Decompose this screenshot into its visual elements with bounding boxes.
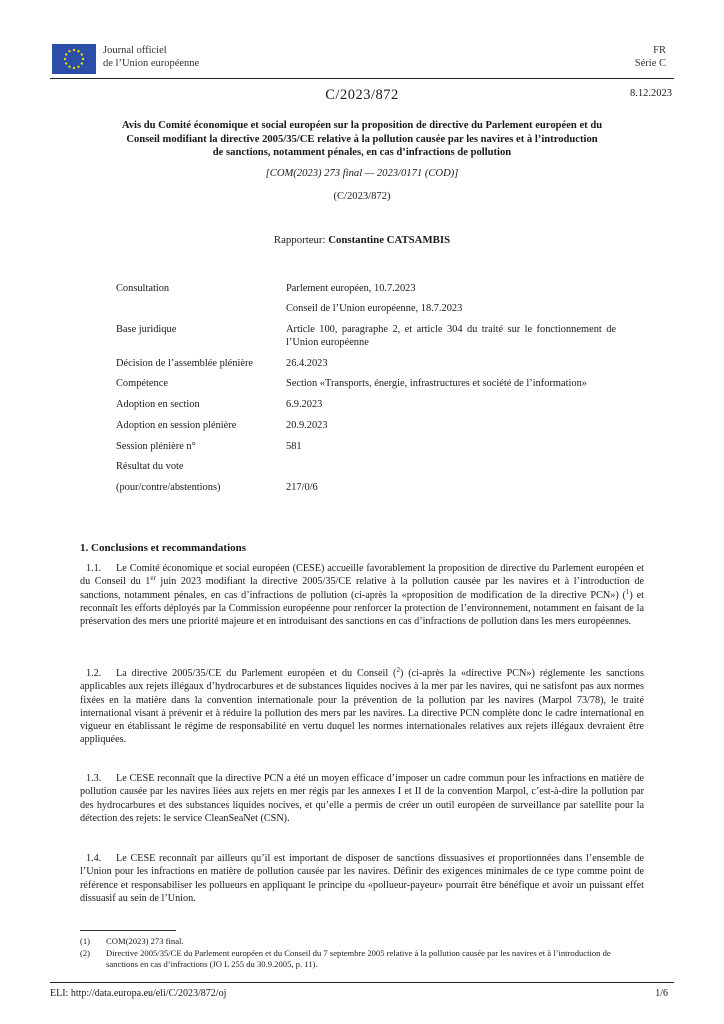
footnote-text: Directive 2005/35/CE du Parlement européen et du Conseil du 7 septembre 2005 relative à la pollution causée par les navires et à l’introduction de sanctions en cas d’infractions (JO L 255 du 30.9.2005, p. 11). [106, 948, 611, 969]
table-value: 581 [286, 441, 302, 452]
footnote-2 [80, 948, 644, 970]
table-key: Consultation [116, 283, 170, 294]
table-value: 26.4.2023 [286, 358, 328, 369]
footnote-divider [80, 930, 176, 931]
eli-link[interactable]: ELI: http://data.europa.eu/eli/C/2023/872/oj [50, 988, 227, 999]
paragraph-number: 1.4. [86, 853, 102, 864]
journal-line-2: de l’Union européenne [103, 58, 200, 69]
table-key: Base juridique [116, 324, 177, 335]
journal-line-1: Journal officiel [103, 45, 167, 56]
footnote-text: COM(2023) 273 final. [106, 936, 184, 946]
paragraph-number: 1.2. [86, 668, 102, 679]
table-key: Décision de l’assemblée plénière [116, 358, 254, 369]
footnote-ref-2[interactable]: 2 [396, 666, 400, 674]
table-value: 20.9.2023 [286, 420, 328, 431]
eu-flag-logo [52, 44, 96, 74]
paragraph-1-3 [80, 772, 644, 825]
ordinal-superscript: er [150, 574, 156, 583]
reference-code: [COM(2023) 273 final — 2023/0171 (COD)] [265, 168, 459, 179]
paragraph-text: ) (ci-après la «directive PCN») réglemente les sanctions applicables aux rejets illégaux d’hydrocarbures et de substances liquides nocives à la mer par les navires, qui ne satisfont pas aux normes fixées en la matière dans la convention internationale pour la prévention de la pollution par les navires (Marpol 73/78), le traité international visant à prévenir et à réduire la pollution des mers par les navires. La directive PCN complète donc le cadre international en vigueur en établissant le régime de responsabilité en vertu duquel les normes internationales relatives aux rejets illégaux devraient être appliquées. [80, 668, 644, 746]
rapporteur [0, 234, 724, 246]
paragraph-text: Le CESE reconnaît que la directive PCN a été un moyen efficace d’imposer un cadre commun pour les infractions en matière de pollution causée par les navires liées aux rejets en mer régis par les annexes I et II de la convention Marpol, c’est-à-dire la pollution par des hydrocarbures et des substances liquides nocives, et qu’elle a permis de créer un outil européen de surveillance par satellite pour la détection des rejets: le service CleanSeaNet (CSN). [80, 773, 644, 824]
table-value: 6.9.2023 [286, 399, 323, 410]
footnote-ref-1[interactable]: 1 [625, 587, 630, 596]
table-value: Section «Transports, énergie, infrastructures et société de l’information» [286, 378, 587, 389]
table-value: 217/0/6 [286, 482, 318, 493]
paragraph-number: 1.3. [86, 773, 102, 784]
paragraph-1-1 [80, 562, 644, 628]
section-heading: 1. Conclusions et recommandations [80, 542, 247, 554]
footnote-1 [80, 936, 644, 947]
page-number: 1/6 [655, 988, 668, 999]
paragraph-number: 1.1. [86, 563, 102, 574]
flag-background [52, 44, 96, 74]
table-value: Article 100, paragraphe 2, et article 304 du traité sur le fonctionnement de l’Union européenne [286, 324, 616, 348]
header-divider [50, 78, 674, 79]
table-key: (pour/contre/abstentions) [116, 482, 221, 493]
footer-divider [50, 982, 674, 983]
language-code: FR [653, 45, 666, 56]
table-key: Session plénière n° [116, 441, 196, 452]
paragraph-text: Le Comité économique et social européen (CESE) accueille favorablement la proposition de directive du Parlement européen et du Conseil du 1 [80, 563, 644, 588]
rapporteur-label: Rapporteur: [273, 234, 326, 246]
series-label: Série C [634, 58, 666, 69]
paragraph-text: La directive 2005/35/CE du Parlement européen et du Conseil ( [116, 668, 397, 679]
table-key: Résultat du vote [116, 461, 184, 472]
publication-date: 8.12.2023 [630, 88, 672, 99]
reference-code-2: (C/2023/872) [333, 191, 391, 202]
table-key: Adoption en section [116, 399, 200, 410]
paragraph-text: juin 2023 modifiant la directive 2005/35/CE relative à la pollution causée par les navires et à l’introduction de sanctions, notamment pénales, en cas d’infractions de pollution (ci-après la «proposition de modification de la directive PCN») ( [80, 576, 644, 601]
paragraph-1-2 [80, 667, 644, 747]
paragraph-text: Le CESE reconnaît par ailleurs qu’il est important de disposer de sanctions dissuasives et proportionnées dans l’ensemble de l’Union pour les infractions en matière de pollution causée par les navires. Définir des exigences minimales de ce type comme point de référence et responsabiliser les pollueurs en appliquant le principe du «pollueur-payeur» pourrait être bénéfique et avoir un puissant effet dissuasif au sein de l’Union. [80, 853, 644, 904]
footnote-mark: (2) [80, 948, 91, 958]
rapporteur-name: Constantine CATSAMBIS [328, 234, 451, 246]
journal-name [103, 44, 199, 70]
footnote-mark: (1) [80, 936, 91, 946]
language-series [635, 44, 666, 70]
table-key: Adoption en session plénière [116, 420, 237, 431]
table-value: Parlement européen, 10.7.2023 [286, 283, 416, 294]
document-number: C/2023/872 [325, 87, 399, 103]
table-value: Conseil de l’Union européenne, 18.7.2023 [286, 303, 463, 314]
table-key: Compétence [116, 378, 168, 389]
paragraph-text: ) et reconnaît les efforts déployés par la Commission européenne pour renforcer la protection de l’environnement, notamment en faisant de la préservation des mers une priorité majeure et en introduisant des sanctions en cas d’infractions de pollution dans les mers européennes. [80, 589, 644, 628]
paragraph-1-4 [80, 852, 644, 905]
document-title: Avis du Comité économique et social européen sur la proposition de directive du Parlement européen et du Conseil modifiant la directive 2005/35/CE relative à la pollution causée par les navires et à l’introduction de sanctions, notamment pénales, en cas d’infractions de pollution [121, 120, 603, 158]
